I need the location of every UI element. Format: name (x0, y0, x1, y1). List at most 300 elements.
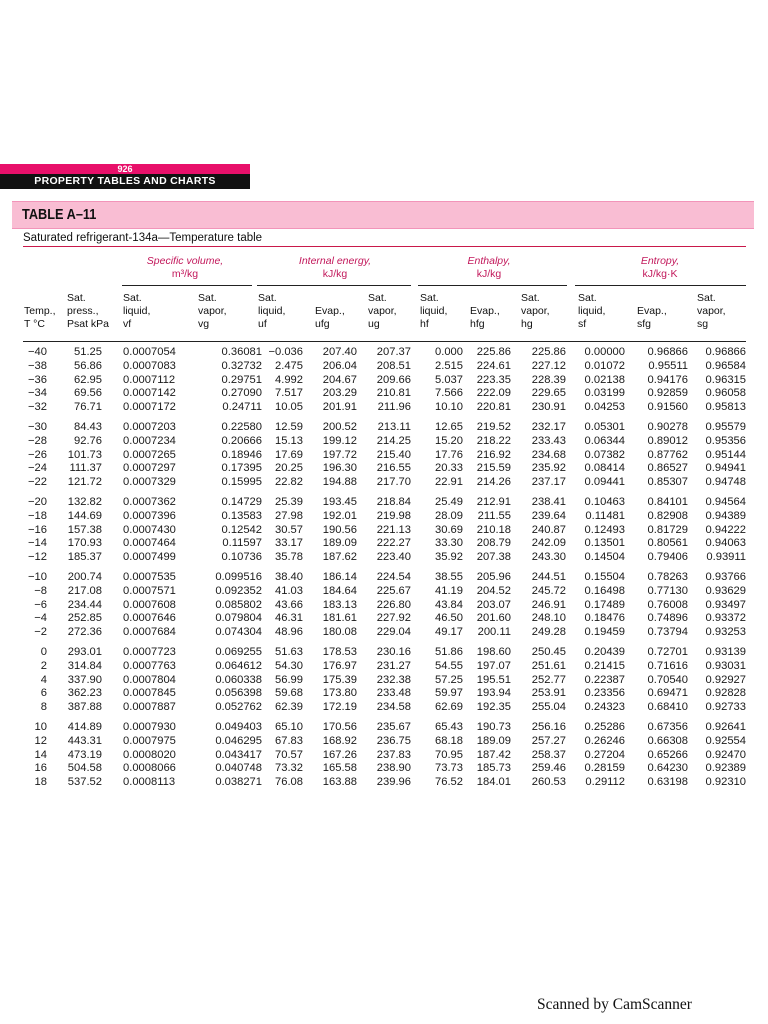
table-row (0, 660, 768, 674)
table-cell: 0.13501 (584, 537, 625, 550)
table-cell: 213.11 (377, 420, 411, 433)
table-cell: 0.0007723 (123, 645, 176, 658)
table-cell: −34 (28, 387, 47, 400)
table-cell: 49.17 (435, 626, 463, 639)
table-cell: 2.515 (435, 359, 463, 372)
row-group (0, 421, 768, 490)
table-cell: 214.26 (476, 476, 511, 489)
table-cell: 207.40 (322, 346, 357, 358)
table-cell: 144.69 (67, 509, 102, 522)
table-row (0, 510, 768, 524)
table-cell: 0.95144 (705, 448, 746, 461)
table-cell: 0.95813 (705, 401, 746, 414)
table-cell: 0.26246 (584, 734, 625, 747)
table-cell: 0.02138 (584, 373, 625, 386)
group-name: Enthalpy, (467, 255, 511, 267)
table-cell: 48.96 (275, 626, 303, 639)
table-row (0, 599, 768, 613)
table-cell: 414.89 (67, 720, 102, 733)
table-cell: 0.71616 (647, 659, 688, 672)
table-cell: 0.24711 (222, 401, 262, 414)
table-cell: 14 (34, 748, 47, 761)
table-cell: 237.17 (531, 476, 566, 489)
table-cell: 226.80 (376, 598, 411, 611)
table-cell: 240.87 (531, 523, 566, 536)
table-cell: 0.14504 (584, 551, 625, 564)
data-table (0, 346, 768, 796)
column-header-line: Sat. (368, 292, 387, 304)
table-cell: 0.92828 (705, 687, 746, 700)
table-cell: 0.91560 (647, 401, 688, 414)
table-cell: 167.26 (322, 748, 357, 761)
table-cell: 176.97 (322, 659, 357, 672)
table-cell: −10 (28, 570, 47, 583)
table-row (0, 346, 768, 360)
table-cell: −14 (28, 537, 47, 550)
group-header-internal-energy (270, 255, 400, 281)
table-cell: 0.13583 (221, 509, 262, 522)
table-cell: 235.67 (376, 720, 411, 733)
table-cell: 252.85 (67, 612, 102, 625)
table-cell: 219.52 (476, 420, 511, 433)
table-cell: 0.93911 (706, 551, 746, 564)
column-header-line: vapor, (198, 305, 227, 317)
table-cell: −22 (28, 476, 47, 489)
group-name: Specific volume, (146, 255, 224, 267)
column-header-line: vapor, (368, 305, 397, 317)
table-cell: 4.992 (275, 373, 303, 386)
table-cell: 0.92554 (705, 734, 746, 747)
column-header-line: Sat. (67, 292, 86, 304)
table-cell: 0.93629 (705, 584, 746, 597)
table-cell: 0.0007845 (123, 687, 176, 700)
row-group (0, 721, 768, 790)
table-cell: 0.052762 (215, 701, 262, 714)
table-cell: 0.84101 (647, 495, 688, 508)
table-cell: 0.06344 (584, 434, 625, 447)
table-cell: 0.29112 (585, 776, 625, 789)
table-cell: 38.40 (275, 570, 303, 583)
row-group (0, 571, 768, 640)
table-cell: 234.58 (376, 701, 411, 714)
column-header-line: Temp., (24, 305, 56, 317)
table-cell: 0.24323 (584, 701, 625, 714)
table-cell: 65.43 (435, 720, 463, 733)
column-header-line (637, 292, 667, 305)
table-cell: 10.10 (435, 401, 463, 414)
table-cell: 0.074304 (215, 626, 262, 639)
table-cell: 252.77 (531, 673, 566, 686)
table-cell: 0.0007499 (123, 551, 176, 564)
table-cell: 0.0007930 (123, 720, 176, 733)
column-header-line: Evap., (637, 305, 667, 317)
table-cell: 62.69 (435, 701, 463, 714)
table-row (0, 674, 768, 688)
column-header-line: sfg (637, 318, 652, 330)
table-cell: 0.12542 (221, 523, 262, 536)
table-cell: 0.040748 (215, 762, 262, 775)
table-cell: 0.96315 (705, 373, 746, 386)
table-cell: 0.10463 (584, 495, 625, 508)
table-cell: 257.27 (531, 734, 566, 747)
column-header-line: liquid, (258, 305, 286, 317)
table-cell: −30 (28, 420, 47, 433)
table-cell: −4 (34, 612, 47, 625)
table-cell: 227.12 (531, 359, 566, 372)
table-cell: 46.50 (435, 612, 463, 625)
table-cell: 387.88 (67, 701, 102, 714)
table-cell: 2 (40, 659, 47, 672)
column-header-line: Psat kPa (67, 318, 110, 330)
table-cell: 0.25286 (584, 720, 625, 733)
table-cell: 0.32732 (221, 359, 262, 372)
group-name: Internal energy, (298, 255, 372, 267)
table-cell: 0.0007396 (123, 509, 176, 522)
table-cell: 68.18 (435, 734, 463, 747)
table-cell: 17.76 (435, 448, 463, 461)
table-cell: 76.52 (435, 776, 463, 789)
table-cell: 230.91 (531, 401, 566, 414)
table-cell: 198.60 (476, 645, 511, 658)
table-cell: 244.51 (531, 570, 566, 583)
table-cell: 0.93497 (705, 598, 746, 611)
table-cell: 0.12493 (584, 523, 625, 536)
table-cell: 204.52 (476, 584, 511, 597)
table-cell: 0.92927 (705, 673, 746, 686)
table-cell: 0.95579 (705, 420, 746, 433)
table-cell: 20.25 (275, 462, 303, 475)
table-cell: 192.35 (476, 701, 511, 714)
column-header-line: Sat. (198, 292, 217, 304)
table-cell: 236.75 (376, 734, 411, 747)
table-cell: 0.08414 (584, 462, 625, 475)
table-cell: 229.04 (376, 626, 411, 639)
table-cell: 168.92 (322, 734, 357, 747)
page-number: 926 (0, 164, 250, 174)
row-group (0, 646, 768, 715)
table-row (0, 776, 768, 790)
table-cell: 443.31 (67, 734, 102, 747)
group-unit: kJ/kg (476, 268, 502, 280)
column-header-line: Sat. (258, 292, 277, 304)
table-cell: 8 (40, 701, 47, 714)
table-cell: 163.88 (322, 776, 357, 789)
table-cell: 251.61 (531, 659, 566, 672)
group-header-enthalpy (424, 255, 554, 281)
table-cell: 175.39 (322, 673, 357, 686)
table-cell: 218.84 (376, 495, 411, 508)
table-cell: −18 (28, 509, 47, 522)
table-cell: 0.099516 (215, 570, 262, 583)
table-cell: 0.29751 (221, 373, 262, 386)
table-row (0, 462, 768, 476)
table-cell: 224.54 (376, 570, 411, 583)
table-cell: 41.03 (275, 584, 303, 597)
table-cell: 337.90 (67, 673, 102, 686)
column-header-line: liquid, (578, 305, 606, 317)
table-row (0, 721, 768, 735)
table-cell: 216.55 (376, 462, 411, 475)
table-cell: 0.043417 (215, 748, 262, 761)
table-cell: 56.86 (74, 359, 102, 372)
table-cell: −24 (28, 462, 47, 475)
table-cell: −26 (28, 448, 47, 461)
table-cell: −32 (28, 401, 47, 414)
table-row (0, 374, 768, 388)
table-cell: 69.56 (74, 387, 102, 400)
table-cell: 0.94941 (705, 462, 746, 475)
table-cell: 33.17 (275, 537, 303, 550)
table-cell: 181.61 (322, 612, 357, 625)
table-cell: 35.78 (275, 551, 303, 564)
table-cell: 214.25 (376, 434, 411, 447)
table-cell: 190.56 (322, 523, 357, 536)
table-cell: 238.41 (531, 495, 566, 508)
table-cell: 70.57 (275, 748, 303, 761)
table-row (0, 585, 768, 599)
table-row (0, 421, 768, 435)
table-cell: 172.19 (322, 701, 357, 714)
table-cell: 0.0007887 (123, 701, 176, 714)
column-header-line: Sat. (578, 292, 597, 304)
table-cell: 157.38 (67, 523, 102, 536)
table-cell: 314.84 (67, 659, 102, 672)
table-cell: 0.63198 (647, 776, 688, 789)
table-cell: 51.86 (435, 645, 463, 658)
table-cell: 272.36 (67, 626, 102, 639)
table-cell: 165.58 (322, 762, 357, 775)
table-cell: 220.81 (476, 401, 511, 414)
table-cell: 293.01 (67, 645, 102, 658)
table-label-bar (12, 201, 754, 229)
table-cell: 0.22580 (221, 420, 262, 433)
table-cell: 0.66308 (647, 734, 688, 747)
table-cell: 43.84 (435, 598, 463, 611)
table-cell: 200.74 (67, 570, 102, 583)
table-cell: 232.38 (376, 673, 411, 686)
column-header-line: Evap., (470, 305, 500, 317)
table-cell: 111.37 (69, 462, 102, 475)
table-cell: 208.51 (376, 359, 411, 372)
table-cell: 180.08 (322, 626, 357, 639)
table-cell: 233.48 (376, 687, 411, 700)
table-cell: 504.58 (67, 762, 102, 775)
table-cell: 239.96 (376, 776, 411, 789)
table-cell: 189.09 (322, 537, 357, 550)
table-cell: 0.11481 (585, 509, 625, 522)
table-cell: 16 (34, 762, 47, 775)
table-cell: 54.30 (275, 659, 303, 672)
table-cell: 0.0007464 (123, 537, 176, 550)
table-cell: 10 (34, 720, 47, 733)
table-cell: 170.93 (67, 537, 102, 550)
table-cell: 197.07 (476, 659, 511, 672)
table-cell: 208.79 (476, 537, 511, 550)
table-cell: 0.049403 (215, 720, 262, 733)
table-cell: 207.37 (376, 346, 411, 358)
table-cell: 7.517 (275, 387, 303, 400)
table-cell: 253.91 (531, 687, 566, 700)
table-cell: −16 (28, 523, 47, 536)
table-cell: 73.32 (275, 762, 303, 775)
table-cell: 0.16498 (584, 584, 625, 597)
table-row (0, 524, 768, 538)
table-cell: 195.51 (476, 673, 511, 686)
table-cell: 0.0007608 (123, 598, 176, 611)
table-cell: 12 (34, 734, 47, 747)
column-header-line: Sat. (697, 292, 716, 304)
table-row (0, 701, 768, 715)
table-cell: 216.92 (476, 448, 511, 461)
table-cell: 537.52 (67, 776, 102, 789)
table-row (0, 735, 768, 749)
table-cell: −8 (34, 584, 47, 597)
table-cell: 238.90 (376, 762, 411, 775)
table-cell: 199.12 (322, 434, 357, 447)
table-cell: 0.93372 (705, 612, 746, 625)
table-cell: 0.96584 (705, 359, 746, 372)
page-header-bar (0, 164, 250, 189)
table-cell: 0.085802 (215, 598, 262, 611)
table-row (0, 401, 768, 415)
table-cell: 0.93139 (705, 645, 746, 658)
table-row (0, 360, 768, 374)
table-cell: 38.55 (435, 570, 463, 583)
table-row (0, 687, 768, 701)
column-header (578, 292, 605, 331)
table-cell: 0.064612 (215, 659, 262, 672)
table-row (0, 646, 768, 660)
table-cell: 17.69 (275, 448, 303, 461)
table-cell: 211.55 (477, 509, 511, 522)
table-cell: −20 (28, 495, 47, 508)
table-cell: 0.11597 (222, 537, 262, 550)
header-rule (23, 341, 746, 342)
column-header-line (315, 292, 345, 305)
table-cell: 6 (40, 687, 47, 700)
table-cell: 0.15504 (584, 570, 625, 583)
column-header (470, 292, 500, 331)
table-cell: −0.036 (268, 346, 303, 358)
table-cell: 249.28 (531, 626, 566, 639)
table-cell: 0.05301 (584, 420, 625, 433)
table-cell: 76.08 (275, 776, 303, 789)
table-cell: 362.23 (67, 687, 102, 700)
table-cell: 0.94564 (705, 495, 746, 508)
column-header-line: T °C (24, 318, 45, 330)
table-cell: 0.67356 (647, 720, 688, 733)
table-cell: 221.13 (376, 523, 411, 536)
table-cell: 51.63 (275, 645, 303, 658)
column-header-line: ufg (315, 318, 330, 330)
table-cell: 0.0007297 (123, 462, 176, 475)
table-cell: 30.69 (435, 523, 463, 536)
table-cell: 0.0007142 (123, 387, 176, 400)
table-cell: 67.83 (275, 734, 303, 747)
table-cell: 225.67 (376, 584, 411, 597)
table-cell: 260.53 (531, 776, 566, 789)
table-cell: 25.39 (275, 495, 303, 508)
column-header (67, 292, 109, 331)
column-header (521, 292, 550, 331)
table-cell: 0.092352 (215, 584, 262, 597)
table-cell: 22.91 (435, 476, 463, 489)
table-cell: −6 (34, 598, 47, 611)
table-cell: 59.97 (435, 687, 463, 700)
column-header (198, 292, 227, 331)
table-cell: 56.99 (275, 673, 303, 686)
table-cell: 255.04 (531, 701, 566, 714)
table-cell: 0.03199 (584, 387, 625, 400)
group-header-specific-volume (120, 255, 250, 281)
table-cell: 227.92 (376, 612, 411, 625)
table-cell: 73.73 (435, 762, 463, 775)
table-cell: 0.94063 (705, 537, 746, 550)
table-cell: 0.64230 (647, 762, 688, 775)
table-cell: 201.60 (476, 612, 511, 625)
table-row (0, 749, 768, 763)
table-cell: 0.74896 (647, 612, 688, 625)
table-cell: 0.96058 (705, 387, 746, 400)
table-cell: 0.89012 (647, 434, 688, 447)
table-cell: 0.27090 (221, 387, 262, 400)
table-cell: 35.92 (435, 551, 463, 564)
table-cell: 215.40 (376, 448, 411, 461)
table-cell: 231.27 (376, 659, 411, 672)
table-cell: 239.64 (531, 509, 566, 522)
table-row (0, 612, 768, 626)
column-header-line: vapor, (521, 305, 550, 317)
table-cell: 222.27 (376, 537, 411, 550)
table-cell: 0.82908 (647, 509, 688, 522)
table-cell: 218.22 (476, 434, 511, 447)
table-cell: 0.069255 (215, 645, 262, 658)
table-cell: 4 (40, 673, 47, 686)
table-cell: 0.079804 (215, 612, 262, 625)
table-cell: 209.66 (376, 373, 411, 386)
table-cell: 222.09 (476, 387, 511, 400)
table-cell: 0.80561 (647, 537, 688, 550)
table-cell: 0.15995 (221, 476, 262, 489)
table-cell: 0.0007362 (123, 495, 176, 508)
table-cell: 0.14729 (221, 495, 262, 508)
table-cell: 189.09 (476, 734, 511, 747)
table-cell: −12 (28, 551, 47, 564)
table-cell: 0.0007646 (123, 612, 176, 625)
table-cell: 15.20 (435, 434, 463, 447)
table-cell: 0.0007112 (123, 373, 176, 386)
table-cell: 225.86 (531, 346, 566, 358)
table-cell: 0.04253 (584, 401, 625, 414)
table-cell: 54.55 (435, 659, 463, 672)
table-cell: 245.72 (531, 584, 566, 597)
column-header (420, 292, 447, 331)
table-cell: 170.56 (322, 720, 357, 733)
column-header-line: liquid, (123, 305, 151, 317)
table-cell: 62.95 (74, 373, 102, 386)
table-cell: 228.39 (531, 373, 566, 386)
row-group (0, 496, 768, 565)
table-cell: 223.40 (376, 551, 411, 564)
table-cell: 18 (34, 776, 47, 789)
table-cell: 0.0007329 (123, 476, 176, 489)
table-cell: 217.70 (376, 476, 411, 489)
table-cell: 5.037 (435, 373, 463, 386)
table-cell: 92.76 (74, 434, 102, 447)
table-cell: 43.66 (275, 598, 303, 611)
table-cell: 187.62 (322, 551, 357, 564)
table-cell: 0.87762 (647, 448, 688, 461)
